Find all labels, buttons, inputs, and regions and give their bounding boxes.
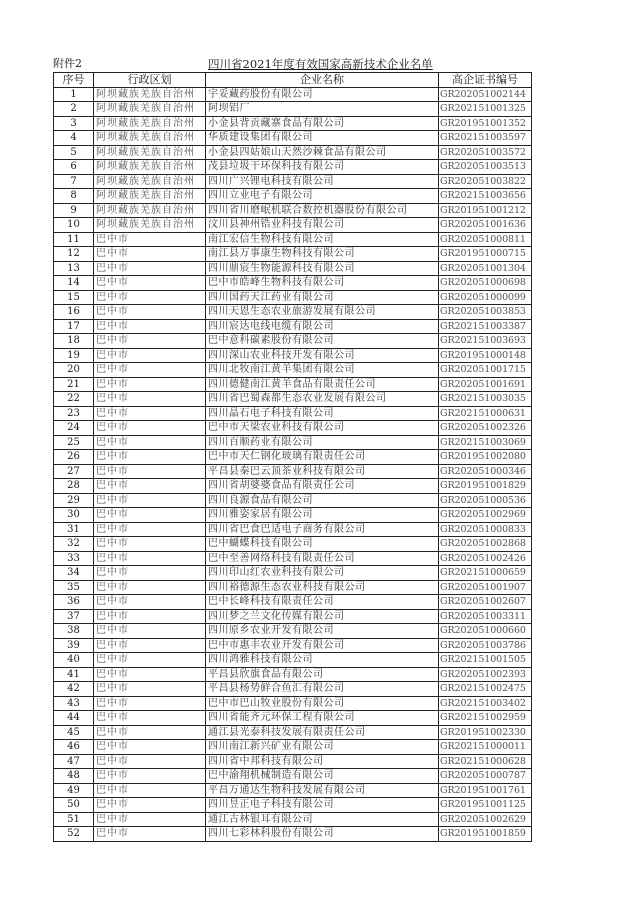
company-cell: 四川北牧南江黄羊集团有限公司 xyxy=(206,363,439,378)
company-cell: 四川德健南江黄羊食品有限责任公司 xyxy=(206,377,439,392)
serial-cell: 12 xyxy=(54,247,94,262)
table-row xyxy=(54,609,532,624)
serial-cell: 42 xyxy=(54,682,94,697)
region-cell: 阿坝藏族羌族自治州 xyxy=(94,160,206,175)
region-cell: 巴中市 xyxy=(94,377,206,392)
table-row xyxy=(54,769,532,784)
company-cell: 四川省川磨岷机联合数控机器股份有限公司 xyxy=(206,203,439,218)
company-cell: 茂县垃圾干环保科技有限公司 xyxy=(206,160,439,175)
header-serial: 序号 xyxy=(54,73,94,88)
cert-cell: GR202051000099 xyxy=(439,290,532,305)
table-row xyxy=(54,508,532,523)
company-cell: 平昌万通达生物科技发展有限公司 xyxy=(206,783,439,798)
cert-cell: GR202051002607 xyxy=(439,595,532,610)
region-cell: 巴中市 xyxy=(94,624,206,639)
table-row xyxy=(54,377,532,392)
company-cell: 四川深山农业科技开发有限公司 xyxy=(206,348,439,363)
company-cell: 平昌县欣旗食品有限公司 xyxy=(206,667,439,682)
serial-cell: 47 xyxy=(54,754,94,769)
table-row xyxy=(54,290,532,305)
region-cell: 巴中市 xyxy=(94,740,206,755)
table-row xyxy=(54,696,532,711)
cert-cell: GR202151003069 xyxy=(439,435,532,450)
header-region: 行政区划 xyxy=(94,73,206,88)
table-row xyxy=(54,421,532,436)
serial-cell: 4 xyxy=(54,131,94,146)
region-cell: 巴中市 xyxy=(94,522,206,537)
company-cell: 南江县万事康生物科技有限公司 xyxy=(206,247,439,262)
enterprise-table xyxy=(53,72,532,842)
serial-cell: 31 xyxy=(54,522,94,537)
cert-cell: GR202151003597 xyxy=(439,131,532,146)
cert-cell: GR202051003853 xyxy=(439,305,532,320)
serial-cell: 14 xyxy=(54,276,94,291)
table-row xyxy=(54,450,532,465)
company-cell: 宇妥藏药股份有限公司 xyxy=(206,87,439,102)
table-row xyxy=(54,638,532,653)
serial-cell: 35 xyxy=(54,580,94,595)
cert-cell: GR202151003387 xyxy=(439,319,532,334)
region-cell: 巴中市 xyxy=(94,363,206,378)
company-cell: 阿坝铝厂 xyxy=(206,102,439,117)
serial-cell: 30 xyxy=(54,508,94,523)
serial-cell: 16 xyxy=(54,305,94,320)
company-cell: 巴中至善网络科技有限责任公司 xyxy=(206,551,439,566)
cert-cell: GR202051002393 xyxy=(439,667,532,682)
company-cell: 四川国药天江药业有限公司 xyxy=(206,290,439,305)
cert-cell: GR202151002959 xyxy=(439,711,532,726)
cert-cell: GR201951001125 xyxy=(439,798,532,813)
region-cell: 巴中市 xyxy=(94,261,206,276)
table-row xyxy=(54,87,532,102)
table-row xyxy=(54,566,532,581)
region-cell: 巴中市 xyxy=(94,725,206,740)
serial-cell: 38 xyxy=(54,624,94,639)
region-cell: 阿坝藏族羌族自治州 xyxy=(94,203,206,218)
company-cell: 四川雅姿家居有限公司 xyxy=(206,508,439,523)
company-cell: 四川省胡婆婆食品有限责任公司 xyxy=(206,479,439,494)
table-row xyxy=(54,667,532,682)
table-row xyxy=(54,522,532,537)
company-cell: 四川南江新兴矿业有限公司 xyxy=(206,740,439,755)
document-title: 四川省2021年度有效国家高新技术企业名单 xyxy=(208,57,433,71)
serial-cell: 46 xyxy=(54,740,94,755)
table-row xyxy=(54,493,532,508)
cert-cell: GR202051001715 xyxy=(439,363,532,378)
serial-cell: 51 xyxy=(54,812,94,827)
cert-cell: GR202051002629 xyxy=(439,812,532,827)
table-row xyxy=(54,827,532,842)
company-cell: 四川鼎宸生物能源科技有限公司 xyxy=(206,261,439,276)
company-cell: 巴中市惠丰农业开发有限公司 xyxy=(206,638,439,653)
table-row xyxy=(54,682,532,697)
region-cell: 巴中市 xyxy=(94,421,206,436)
region-cell: 阿坝藏族羌族自治州 xyxy=(94,218,206,233)
cert-cell: GR202051003786 xyxy=(439,638,532,653)
company-cell: 华质建设集团有限公司 xyxy=(206,131,439,146)
table-row xyxy=(54,551,532,566)
table-row xyxy=(54,595,532,610)
table-row xyxy=(54,812,532,827)
region-cell: 阿坝藏族羌族自治州 xyxy=(94,131,206,146)
serial-cell: 27 xyxy=(54,464,94,479)
serial-cell: 41 xyxy=(54,667,94,682)
region-cell: 阿坝藏族羌族自治州 xyxy=(94,145,206,160)
serial-cell: 20 xyxy=(54,363,94,378)
cert-cell: GR201951001761 xyxy=(439,783,532,798)
cert-cell: GR202051001691 xyxy=(439,377,532,392)
serial-cell: 13 xyxy=(54,261,94,276)
serial-cell: 44 xyxy=(54,711,94,726)
serial-cell: 3 xyxy=(54,116,94,131)
serial-cell: 8 xyxy=(54,189,94,204)
cert-cell: GR201951001352 xyxy=(439,116,532,131)
serial-cell: 49 xyxy=(54,783,94,798)
cert-cell: GR202051002969 xyxy=(439,508,532,523)
serial-cell: 2 xyxy=(54,102,94,117)
company-cell: 汶川县神州锆业科技有限公司 xyxy=(206,218,439,233)
serial-cell: 34 xyxy=(54,566,94,581)
company-cell: 巴中市天梁农业科技有限公司 xyxy=(206,421,439,436)
cert-cell: GR202051000833 xyxy=(439,522,532,537)
cert-cell: GR202051000787 xyxy=(439,769,532,784)
company-cell: 平昌县杨势鲜合鱼汇有限公司 xyxy=(206,682,439,697)
region-cell: 阿坝藏族羌族自治州 xyxy=(94,87,206,102)
company-cell: 巴中市巴山牧业股份有限公司 xyxy=(206,696,439,711)
table-row xyxy=(54,160,532,175)
table-row xyxy=(54,435,532,450)
region-cell: 巴中市 xyxy=(94,276,206,291)
region-cell: 阿坝藏族羌族自治州 xyxy=(94,174,206,189)
serial-cell: 28 xyxy=(54,479,94,494)
cert-cell: GR202151002475 xyxy=(439,682,532,697)
cert-cell: GR202151003402 xyxy=(439,696,532,711)
region-cell: 巴中市 xyxy=(94,493,206,508)
serial-cell: 33 xyxy=(54,551,94,566)
company-cell: 巴中蝴蝶科技有限公司 xyxy=(206,537,439,552)
region-cell: 巴中市 xyxy=(94,247,206,262)
table-row xyxy=(54,116,532,131)
table-row xyxy=(54,334,532,349)
region-cell: 巴中市 xyxy=(94,450,206,465)
cert-cell: GR202051001636 xyxy=(439,218,532,233)
region-cell: 巴中市 xyxy=(94,653,206,668)
company-cell: 四川广兴锂电科技有限公司 xyxy=(206,174,439,189)
serial-cell: 5 xyxy=(54,145,94,160)
cert-cell: GR202051003311 xyxy=(439,609,532,624)
company-cell: 四川省中邦科技有限公司 xyxy=(206,754,439,769)
cert-cell: GR202151000628 xyxy=(439,754,532,769)
region-cell: 巴中市 xyxy=(94,305,206,320)
table-row xyxy=(54,725,532,740)
serial-cell: 48 xyxy=(54,769,94,784)
company-cell: 四川原乡农业开发有限公司 xyxy=(206,624,439,639)
region-cell: 巴中市 xyxy=(94,595,206,610)
cert-cell: GR201951000715 xyxy=(439,247,532,262)
serial-cell: 25 xyxy=(54,435,94,450)
cert-cell: GR202051000698 xyxy=(439,276,532,291)
table-row xyxy=(54,537,532,552)
cert-cell: GR201951001212 xyxy=(439,203,532,218)
cert-cell: GR202051003513 xyxy=(439,160,532,175)
company-cell: 四川省巴蜀森都生态农业发展有限公司 xyxy=(206,392,439,407)
cert-cell: GR202051002144 xyxy=(439,87,532,102)
cert-cell: GR202151000631 xyxy=(439,406,532,421)
region-cell: 巴中市 xyxy=(94,334,206,349)
company-cell: 四川印山红农业科技有限公司 xyxy=(206,566,439,581)
serial-cell: 39 xyxy=(54,638,94,653)
cert-cell: GR202051002326 xyxy=(439,421,532,436)
table-row xyxy=(54,783,532,798)
region-cell: 巴中市 xyxy=(94,638,206,653)
serial-cell: 9 xyxy=(54,203,94,218)
cert-cell: GR202151001505 xyxy=(439,653,532,668)
cert-cell: GR201951001829 xyxy=(439,479,532,494)
company-cell: 巴中市天仁钢化玻璃有限责任公司 xyxy=(206,450,439,465)
region-cell: 巴中市 xyxy=(94,566,206,581)
table-row xyxy=(54,145,532,160)
region-cell: 巴中市 xyxy=(94,508,206,523)
table-row xyxy=(54,754,532,769)
table-row xyxy=(54,624,532,639)
region-cell: 阿坝藏族羌族自治州 xyxy=(94,102,206,117)
table-row xyxy=(54,464,532,479)
region-cell: 巴中市 xyxy=(94,798,206,813)
region-cell: 巴中市 xyxy=(94,551,206,566)
company-cell: 四川宸达电线电缆有限公司 xyxy=(206,319,439,334)
cert-cell: GR202051003572 xyxy=(439,145,532,160)
region-cell: 巴中市 xyxy=(94,348,206,363)
region-cell: 巴中市 xyxy=(94,537,206,552)
region-cell: 巴中市 xyxy=(94,232,206,247)
region-cell: 巴中市 xyxy=(94,711,206,726)
table-body xyxy=(54,87,532,841)
table-row xyxy=(54,406,532,421)
company-cell: 四川省巴食巴适电子商务有限公司 xyxy=(206,522,439,537)
company-cell: 四川晶石电子科技有限公司 xyxy=(206,406,439,421)
serial-cell: 7 xyxy=(54,174,94,189)
cert-cell: GR202051000536 xyxy=(439,493,532,508)
company-cell: 小金县背贡藏寨食品有限公司 xyxy=(206,116,439,131)
company-cell: 通江古林银耳有限公司 xyxy=(206,812,439,827)
serial-cell: 29 xyxy=(54,493,94,508)
cert-cell: GR202151001325 xyxy=(439,102,532,117)
table-row xyxy=(54,319,532,334)
serial-cell: 11 xyxy=(54,232,94,247)
cert-cell: GR202151003035 xyxy=(439,392,532,407)
region-cell: 巴中市 xyxy=(94,827,206,842)
cert-cell: GR202151003656 xyxy=(439,189,532,204)
header-row xyxy=(54,73,532,88)
serial-cell: 23 xyxy=(54,406,94,421)
table-row xyxy=(54,348,532,363)
serial-cell: 19 xyxy=(54,348,94,363)
cert-cell: GR201951000148 xyxy=(439,348,532,363)
company-cell: 四川梦之兰文化传媒有限公司 xyxy=(206,609,439,624)
cert-cell: GR202051002426 xyxy=(439,551,532,566)
header-cert: 高企证书编号 xyxy=(439,73,532,88)
table-row xyxy=(54,711,532,726)
company-cell: 四川省能齐元环保工程有限公司 xyxy=(206,711,439,726)
serial-cell: 32 xyxy=(54,537,94,552)
company-cell: 南江宏信生物科技有限公司 xyxy=(206,232,439,247)
table-row xyxy=(54,174,532,189)
table-row xyxy=(54,580,532,595)
table-row xyxy=(54,247,532,262)
region-cell: 巴中市 xyxy=(94,682,206,697)
table-row xyxy=(54,305,532,320)
cert-cell: GR201951001859 xyxy=(439,827,532,842)
company-cell: 平昌县秦巴云顶茶业科技有限公司 xyxy=(206,464,439,479)
region-cell: 巴中市 xyxy=(94,580,206,595)
cert-cell: GR202051000346 xyxy=(439,464,532,479)
attachment-label: 附件2 xyxy=(53,57,82,70)
region-cell: 巴中市 xyxy=(94,406,206,421)
region-cell: 阿坝藏族羌族自治州 xyxy=(94,189,206,204)
serial-cell: 10 xyxy=(54,218,94,233)
region-cell: 巴中市 xyxy=(94,812,206,827)
table-row xyxy=(54,232,532,247)
serial-cell: 15 xyxy=(54,290,94,305)
table-row xyxy=(54,363,532,378)
cert-cell: GR202051000811 xyxy=(439,232,532,247)
table-row xyxy=(54,653,532,668)
table-row xyxy=(54,131,532,146)
table-row xyxy=(54,392,532,407)
region-cell: 巴中市 xyxy=(94,479,206,494)
serial-cell: 6 xyxy=(54,160,94,175)
region-cell: 阿坝藏族羌族自治州 xyxy=(94,116,206,131)
company-cell: 四川昱正电子科技有限公司 xyxy=(206,798,439,813)
cert-cell: GR201951002080 xyxy=(439,450,532,465)
region-cell: 巴中市 xyxy=(94,290,206,305)
table-row xyxy=(54,102,532,117)
serial-cell: 22 xyxy=(54,392,94,407)
company-cell: 四川裕德源生态农业科技有限公司 xyxy=(206,580,439,595)
company-cell: 通江县光泰科技发展有限责任公司 xyxy=(206,725,439,740)
table-row xyxy=(54,798,532,813)
company-cell: 四川鸿雅科技有限公司 xyxy=(206,653,439,668)
region-cell: 巴中市 xyxy=(94,769,206,784)
header-company: 企业名称 xyxy=(206,73,439,88)
serial-cell: 40 xyxy=(54,653,94,668)
table-row xyxy=(54,218,532,233)
table-row xyxy=(54,479,532,494)
company-cell: 四川七彩林科股份有限公司 xyxy=(206,827,439,842)
table-row xyxy=(54,261,532,276)
serial-cell: 24 xyxy=(54,421,94,436)
region-cell: 巴中市 xyxy=(94,754,206,769)
company-cell: 巴中渝翔机械制造有限公司 xyxy=(206,769,439,784)
serial-cell: 50 xyxy=(54,798,94,813)
cert-cell: GR202151000659 xyxy=(439,566,532,581)
company-cell: 四川良源食品有限公司 xyxy=(206,493,439,508)
serial-cell: 21 xyxy=(54,377,94,392)
company-cell: 小金县四姑娘山天然沙棘食品有限公司 xyxy=(206,145,439,160)
region-cell: 巴中市 xyxy=(94,392,206,407)
serial-cell: 17 xyxy=(54,319,94,334)
table-row xyxy=(54,203,532,218)
cert-cell: GR202051001304 xyxy=(439,261,532,276)
region-cell: 巴中市 xyxy=(94,464,206,479)
company-cell: 四川立业电子有限公司 xyxy=(206,189,439,204)
region-cell: 巴中市 xyxy=(94,667,206,682)
region-cell: 巴中市 xyxy=(94,319,206,334)
company-cell: 四川天恩生态农业旅游发展有限公司 xyxy=(206,305,439,320)
region-cell: 巴中市 xyxy=(94,696,206,711)
region-cell: 巴中市 xyxy=(94,783,206,798)
region-cell: 巴中市 xyxy=(94,435,206,450)
serial-cell: 45 xyxy=(54,725,94,740)
serial-cell: 36 xyxy=(54,595,94,610)
company-cell: 巴中市皓峰生物科技有限公司 xyxy=(206,276,439,291)
serial-cell: 1 xyxy=(54,87,94,102)
serial-cell: 26 xyxy=(54,450,94,465)
serial-cell: 37 xyxy=(54,609,94,624)
company-cell: 四川百顺药业有限公司 xyxy=(206,435,439,450)
serial-cell: 52 xyxy=(54,827,94,842)
table-row xyxy=(54,189,532,204)
company-cell: 巴中意科碳素股份有限公司 xyxy=(206,334,439,349)
cert-cell: GR201951002330 xyxy=(439,725,532,740)
cert-cell: GR202051001907 xyxy=(439,580,532,595)
cert-cell: GR202051003822 xyxy=(439,174,532,189)
cert-cell: GR202051002868 xyxy=(439,537,532,552)
cert-cell: GR202151000011 xyxy=(439,740,532,755)
region-cell: 巴中市 xyxy=(94,609,206,624)
cert-cell: GR202051000660 xyxy=(439,624,532,639)
cert-cell: GR202151003693 xyxy=(439,334,532,349)
serial-cell: 18 xyxy=(54,334,94,349)
table-row xyxy=(54,740,532,755)
serial-cell: 43 xyxy=(54,696,94,711)
company-cell: 巴中长峰科技有限责任公司 xyxy=(206,595,439,610)
table-row xyxy=(54,276,532,291)
